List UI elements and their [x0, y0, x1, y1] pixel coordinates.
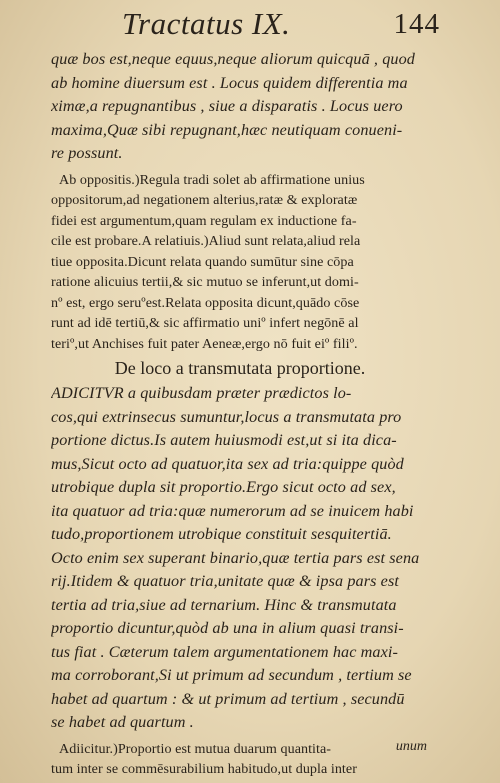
paragraph-3	[51, 382, 429, 735]
text-line: re possunt.	[51, 144, 123, 162]
page-header	[60, 6, 440, 46]
text-line: nº est, ergo seruºest.Relata opposita dicunt,quādo cōse	[51, 294, 360, 311]
catchword: unum	[395, 739, 427, 754]
text-line: ADICITVR a quibusdam præter prædictos lo-	[51, 384, 352, 402]
text-line: ma corroborant,Si ut primum ad secundum , tertium se	[51, 666, 412, 684]
text-line: mus,Sicut octo ad quatuor,ita sex ad tria:quippe quòd	[51, 454, 404, 473]
text-line: ximæ,a repugnantibus , siue a disparatis . Locus uero	[51, 97, 403, 115]
paragraph-1	[51, 48, 429, 166]
text-line: rij.Itidem & quatuor tria,unitate quæ & ipsa pars est	[51, 572, 399, 590]
text-line: ab homine diuersum est . Locus quidem differentia ma	[51, 73, 408, 92]
text-line: tus fiat . Cæterum talem argumentationem hac maxi-	[51, 642, 398, 661]
text-line: Octo enim sex superant binario,quæ tertia pars est sena	[51, 548, 420, 567]
text-line: tertia ad tria,siue ad ternarium. Hinc & transmutata	[51, 595, 397, 614]
text-line: utrobique dupla sit proportio.Ergo sicut octo ad sex,	[51, 478, 396, 496]
text-line: fidei est argumentum,quam regulam ex inductione fa-	[51, 212, 357, 229]
text-line: habet ad quartum : & ut primum ad tertium , secundū	[51, 689, 405, 708]
text-line: Adiicitur.)Proportio est mutua duarum quantita-	[59, 740, 332, 757]
text-line: cile est probare.A relatiuis.)Aliud sunt relata,aliud rela	[51, 233, 361, 249]
page-number: 144	[393, 8, 440, 40]
text-line: Ab oppositis.)Regula tradi solet ab affirmatione unius	[59, 171, 365, 188]
text-block	[51, 48, 429, 780]
text-line: maxima,Quæ sibi repugnant,hæc neutiquam conueni-	[51, 120, 403, 139]
text-line: tiue opposita.Dicunt relata quando sumūtur sine cōpa	[51, 253, 354, 270]
text-line: tudo,proportionem utrobique constituit sesquitertiā.	[51, 525, 392, 543]
text-line: portione dictus.Is autem huiusmodi est,ut si ita dica-	[51, 431, 397, 449]
text-line: cos,qui extrinsecus sumuntur,locus a transmutata pro	[51, 407, 402, 426]
section-heading: De loco a transmutata proportione.	[114, 358, 366, 378]
text-line: proportio dicuntur,quòd ab una in alium quasi transi-	[51, 619, 404, 637]
paragraph-4	[51, 739, 429, 780]
text-line: oppositorum,ad negationem alterius,ratæ & exploratæ	[51, 192, 358, 208]
running-title: Tractatus IX.	[122, 6, 291, 41]
text-line: teriº,ut Anchises fuit pater Aeneæ,ergo nō fuit eiº filiº.	[51, 335, 358, 352]
text-line: se habet ad quartum .	[51, 713, 194, 731]
text-line: quæ bos est,neque equus,neque aliorum quicquā , quod	[51, 50, 415, 68]
text-line: runt ad idē tertiū,& sic affirmatio uniº infert negōnē al	[51, 315, 359, 331]
text-line: ita quatuor ad tria:quæ numerorum ad se inuicem habi	[51, 501, 414, 520]
paragraph-2	[51, 170, 429, 355]
text-line: ratione alicuius tertii,& sic mutuo se inferunt,ut domi-	[51, 274, 359, 290]
text-line: tum inter se commēsurabilium habitudo,ut dupla inter	[51, 761, 357, 777]
